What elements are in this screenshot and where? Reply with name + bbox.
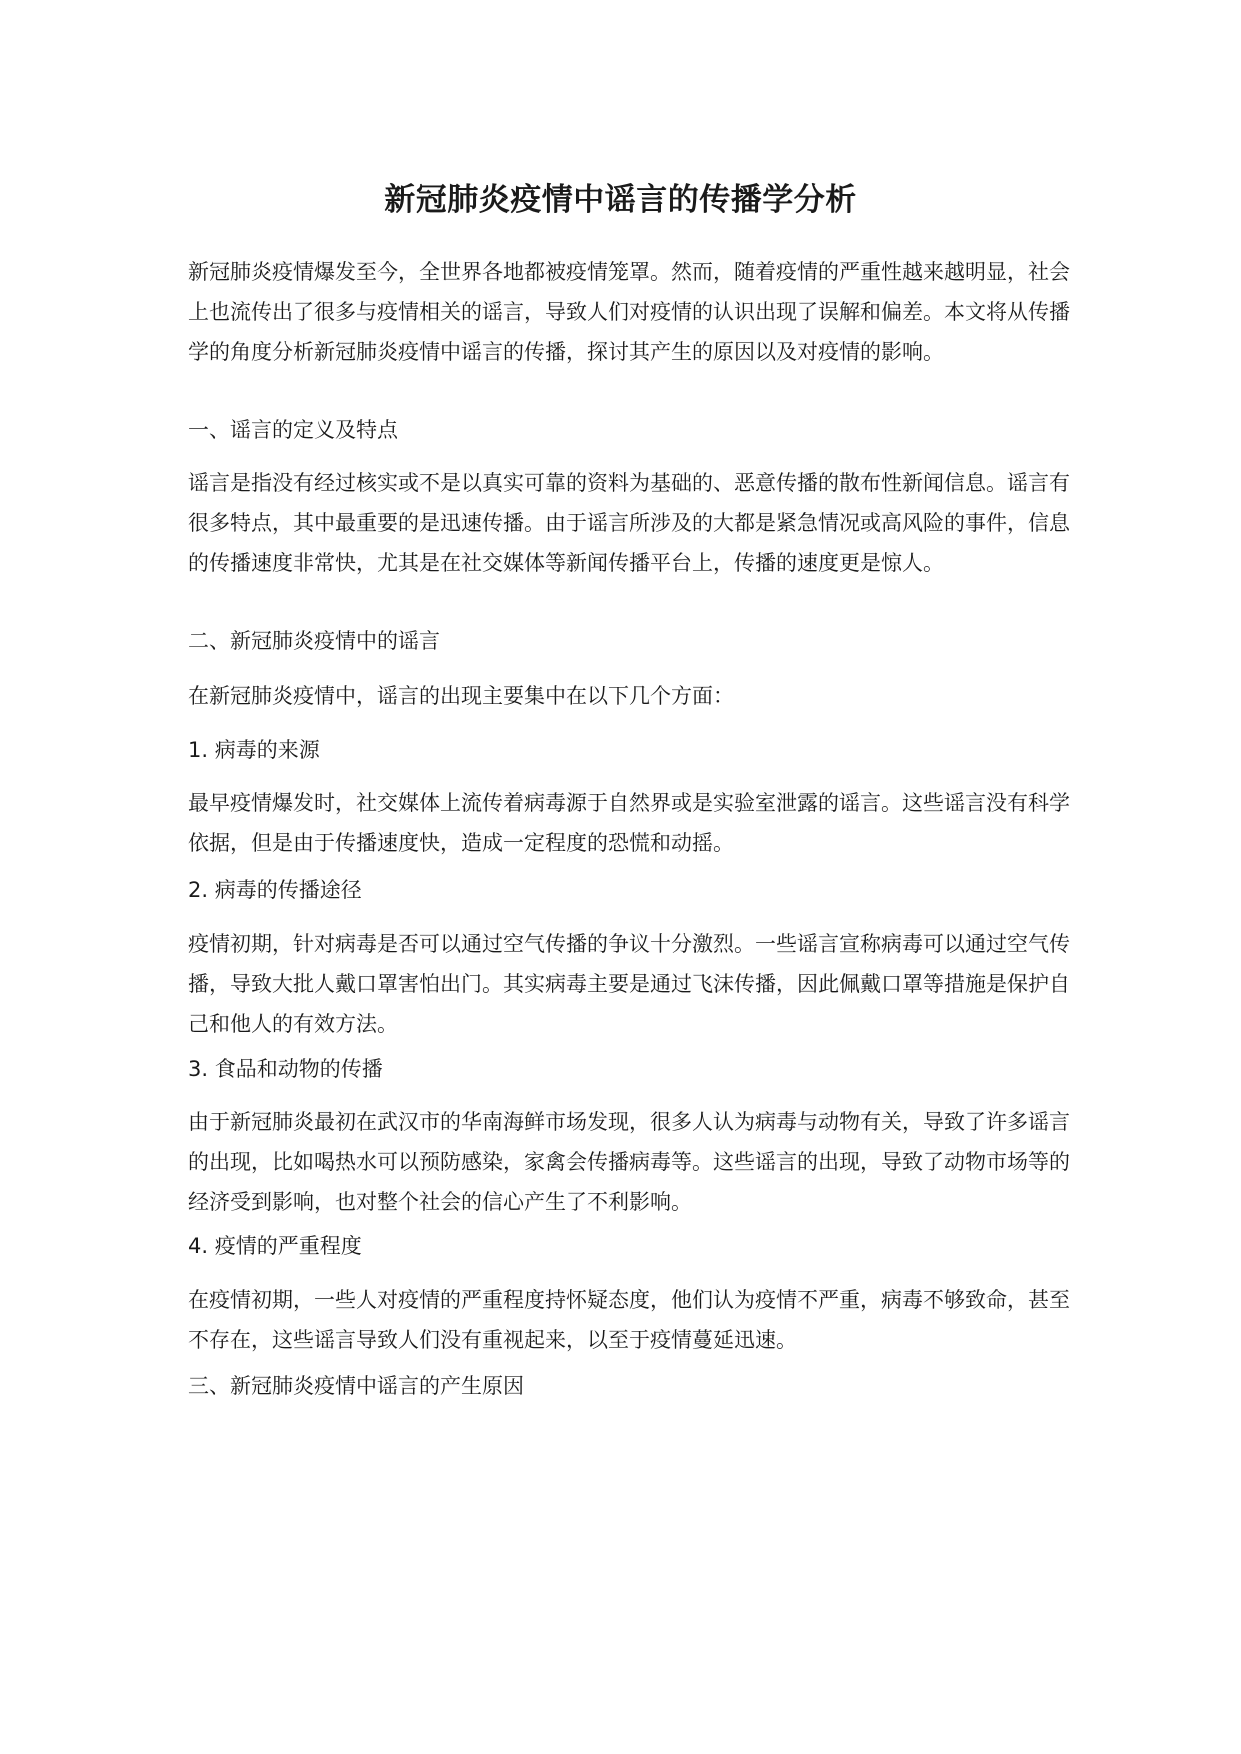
section-2-intro: 在新冠肺炎疫情中，谣言的出现主要集中在以下几个方面： xyxy=(188,684,734,708)
subsection-1-paragraph: 最早疫情爆发时，社交媒体上流传着病毒源于自然界或是实验室泄露的谣言。这些谣言没有科学依据，但是由于传播速度快，造成一定程度的恐慌和动摇。 xyxy=(188,791,1070,855)
section-heading-2: 二、新冠肺炎疫情中的谣言 xyxy=(188,629,440,653)
subsection-heading-2: 2. 病毒的传播途径 xyxy=(188,878,362,902)
section-heading-1: 一、谣言的定义及特点 xyxy=(188,418,398,442)
section-heading-3: 三、新冠肺炎疫情中谣言的产生原因 xyxy=(188,1374,524,1398)
subsection-3-paragraph: 由于新冠肺炎最初在武汉市的华南海鲜市场发现，很多人认为病毒与动物有关，导致了许多谣言的出现，比如喝热水可以预防感染，家禽会传播病毒等。这些谣言的出现，导致了动物市场等的经济受到影响，也对整个社会的信心产生了不利影响。 xyxy=(188,1110,1070,1214)
subsection-heading-1: 1. 病毒的来源 xyxy=(188,738,320,762)
intro-paragraph: 新冠肺炎疫情爆发至今，全世界各地都被疫情笼罩。然而，随着疫情的严重性越来越明显，社会上也流传出了很多与疫情相关的谣言，导致人们对疫情的认识出现了误解和偏差。本文将从传播学的角度分析新冠肺炎疫情中谣言的传播，探讨其产生的原因以及对疫情的影响。 xyxy=(188,260,1070,364)
subsection-2-paragraph: 疫情初期，针对病毒是否可以通过空气传播的争议十分激烈。一些谣言宣称病毒可以通过空气传播，导致大批人戴口罩害怕出门。其实病毒主要是通过飞沫传播，因此佩戴口罩等措施是保护自己和他人的有效方法。 xyxy=(188,932,1070,1036)
document-title: 新冠肺炎疫情中谣言的传播学分析 xyxy=(384,182,857,218)
section-1-paragraph: 谣言是指没有经过核实或不是以真实可靠的资料为基础的、恶意传播的散布性新闻信息。谣言有很多特点，其中最重要的是迅速传播。由于谣言所涉及的大都是紧急情况或高风险的事件，信息的传播速度非常快，尤其是在社交媒体等新闻传播平台上，传播的速度更是惊人。 xyxy=(188,471,1070,575)
subsection-heading-3: 3. 食品和动物的传播 xyxy=(188,1057,383,1081)
subsection-4-paragraph: 在疫情初期，一些人对疫情的严重程度持怀疑态度，他们认为疫情不严重，病毒不够致命，甚至不存在，这些谣言导致人们没有重视起来，以至于疫情蔓延迅速。 xyxy=(188,1288,1070,1352)
subsection-heading-4: 4. 疫情的严重程度 xyxy=(188,1234,362,1258)
